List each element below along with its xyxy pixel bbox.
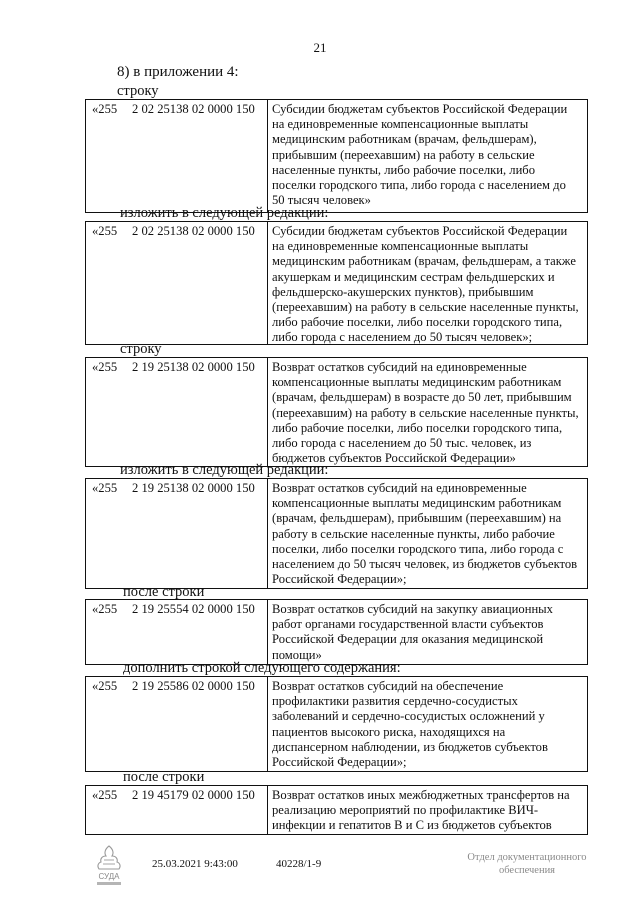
stamp-line: обеспечения bbox=[498, 865, 556, 876]
text-line: Российской Федерации для оказания медицинской bbox=[272, 632, 544, 647]
text-line: помощи» bbox=[272, 647, 322, 662]
stamp-line: Отдел документационного bbox=[467, 852, 587, 863]
row-code-prefix: «255 bbox=[92, 602, 118, 616]
page-number: 21 bbox=[313, 40, 327, 55]
text-line: Российской Федерации»; bbox=[272, 572, 407, 587]
footer-doc-code: 40228/1-9 bbox=[276, 858, 322, 870]
text-line: медицинским работникам (врачам, фельдшерам, а также bbox=[272, 254, 576, 269]
row-code-prefix: «255 bbox=[92, 679, 118, 693]
footer-datetime: 25.03.2021 9:43:00 bbox=[152, 858, 238, 870]
table-row bbox=[85, 357, 588, 467]
text-line: компенсационные выплаты медицинским работникам bbox=[272, 496, 562, 511]
row-label: после строки bbox=[123, 769, 205, 785]
text-line: работ органами государственной власти субъектов bbox=[272, 617, 544, 632]
text-line: (переехавшим) на работу в сельские населенные пункты, bbox=[272, 405, 579, 420]
table-row bbox=[85, 785, 588, 835]
text-line: компенсационные выплаты медицинским работникам bbox=[272, 375, 562, 390]
text-line: работу в сельские населенные пункты, либо рабочие bbox=[272, 526, 555, 541]
text-line: Возврат остатков субсидий на единовременные bbox=[272, 360, 527, 374]
row-description bbox=[267, 600, 587, 664]
row-label: строку bbox=[120, 341, 162, 357]
text-line: (врачам, фельдшерам) в возрасте до 50 лет, прибывшим bbox=[272, 390, 572, 405]
text-line: заболеваний и сердечно-сосудистых осложнений у bbox=[272, 709, 545, 724]
text-line: пациентов высокого риска, находящихся на bbox=[272, 724, 506, 739]
text-line: Возврат остатков субсидий на обеспечение bbox=[272, 679, 504, 693]
text-line: на единовременные компенсационные выплаты bbox=[272, 239, 529, 254]
text-line: медицинским работникам (врачам, фельдшерам), bbox=[272, 132, 537, 147]
row-description bbox=[267, 786, 587, 834]
table-row bbox=[85, 478, 588, 589]
text-line: поселки, либо поселки городского типа, либо города с bbox=[272, 541, 564, 556]
text-line: поселки городского типа, либо города с населением до bbox=[272, 178, 566, 193]
row-label: дополнить строкой следующего содержания: bbox=[123, 660, 401, 676]
row-label: изложить в следующей редакции: bbox=[120, 205, 329, 221]
text-line: диспансерном наблюдении, из бюджетов субъектов bbox=[272, 739, 548, 754]
row-description bbox=[267, 358, 587, 466]
text-line: (врачам, фельдшерам), прибывшим (переехавшим) на bbox=[272, 511, 562, 526]
text-line: либо города с населением до 50 тыс. человек, из bbox=[272, 436, 532, 451]
row-kbk-code: 2 19 25138 02 0000 150 bbox=[132, 481, 255, 495]
text-line: либо города с населением до 50 тысяч человек»; bbox=[272, 330, 533, 345]
table-row bbox=[85, 99, 588, 213]
text-line: либо рабочие поселки, либо поселки городского типа, bbox=[272, 315, 563, 330]
row-code-prefix: «255 bbox=[92, 224, 118, 238]
row-kbk-code: 2 02 25138 02 0000 150 bbox=[132, 224, 255, 238]
emblem-logo bbox=[92, 844, 126, 893]
row-kbk-code: 2 19 25138 02 0000 150 bbox=[132, 360, 255, 374]
row-description bbox=[267, 100, 587, 212]
row-code-prefix: «255 bbox=[92, 481, 118, 495]
text-line: Субсидии бюджетам субъектов Российской Федерации bbox=[272, 224, 568, 238]
text-line: Субсидии бюджетам субъектов Российской Федерации bbox=[272, 102, 568, 116]
row-code-prefix: «255 bbox=[92, 788, 118, 802]
row-code-prefix: «255 bbox=[92, 360, 118, 374]
table-row bbox=[85, 599, 588, 665]
row-label: изложить в следующей редакции: bbox=[120, 462, 329, 478]
text-line: прибывшим (переехавшим) на работу в сельские bbox=[272, 147, 535, 162]
text-line: Возврат остатков субсидий на единовременные bbox=[272, 481, 527, 495]
row-description bbox=[267, 222, 587, 344]
text-line: (переехавшим) на работу в сельские населенные пункты, bbox=[272, 300, 579, 315]
text-line: реализацию мероприятий по профилактике ВИЧ- bbox=[272, 803, 539, 818]
row-code-prefix: «255 bbox=[92, 102, 118, 116]
row-kbk-code: 2 02 25138 02 0000 150 bbox=[132, 102, 255, 116]
department-stamp bbox=[452, 851, 602, 877]
text-line: Возврат остатков субсидий на закупку авиационных bbox=[272, 602, 553, 616]
row-kbk-code: 2 19 25586 02 0000 150 bbox=[132, 679, 255, 693]
row-description bbox=[267, 677, 587, 771]
text-line: бюджетов субъектов Российской Федерации» bbox=[272, 451, 516, 466]
text-line: либо рабочие поселки, либо поселки городского типа, bbox=[272, 420, 563, 435]
logo-text: СУДА bbox=[98, 872, 120, 881]
text-line: на единовременные компенсационные выплаты bbox=[272, 117, 529, 132]
text-line: Возврат остатков иных межбюджетных трансфертов на bbox=[272, 788, 570, 802]
row-label: строку bbox=[117, 83, 159, 99]
row-kbk-code: 2 19 45179 02 0000 150 bbox=[132, 788, 255, 802]
section-heading: 8) в приложении 4: bbox=[117, 64, 239, 80]
text-line: 50 тысяч человек» bbox=[272, 193, 371, 208]
text-line: населенные пункты, либо рабочие поселки, либо bbox=[272, 162, 536, 177]
text-line: инфекции и гепатитов В и С из бюджетов субъектов bbox=[272, 818, 552, 833]
row-kbk-code: 2 19 25554 02 0000 150 bbox=[132, 602, 255, 616]
table-row bbox=[85, 221, 588, 345]
table-row bbox=[85, 676, 588, 772]
text-line: Российской Федерации»; bbox=[272, 755, 407, 770]
text-line: фельдшерско-акушерских пунктов), прибывшим bbox=[272, 284, 534, 299]
row-label: после строки bbox=[123, 584, 205, 600]
text-line: акушеркам и медицинским сестрам фельдшерских и bbox=[272, 269, 555, 284]
text-line: населением до 50 тысяч человек, из бюджетов субъектов bbox=[272, 557, 578, 572]
text-line: профилактики развития сердечно-сосудистых bbox=[272, 694, 518, 709]
row-description bbox=[267, 479, 587, 588]
